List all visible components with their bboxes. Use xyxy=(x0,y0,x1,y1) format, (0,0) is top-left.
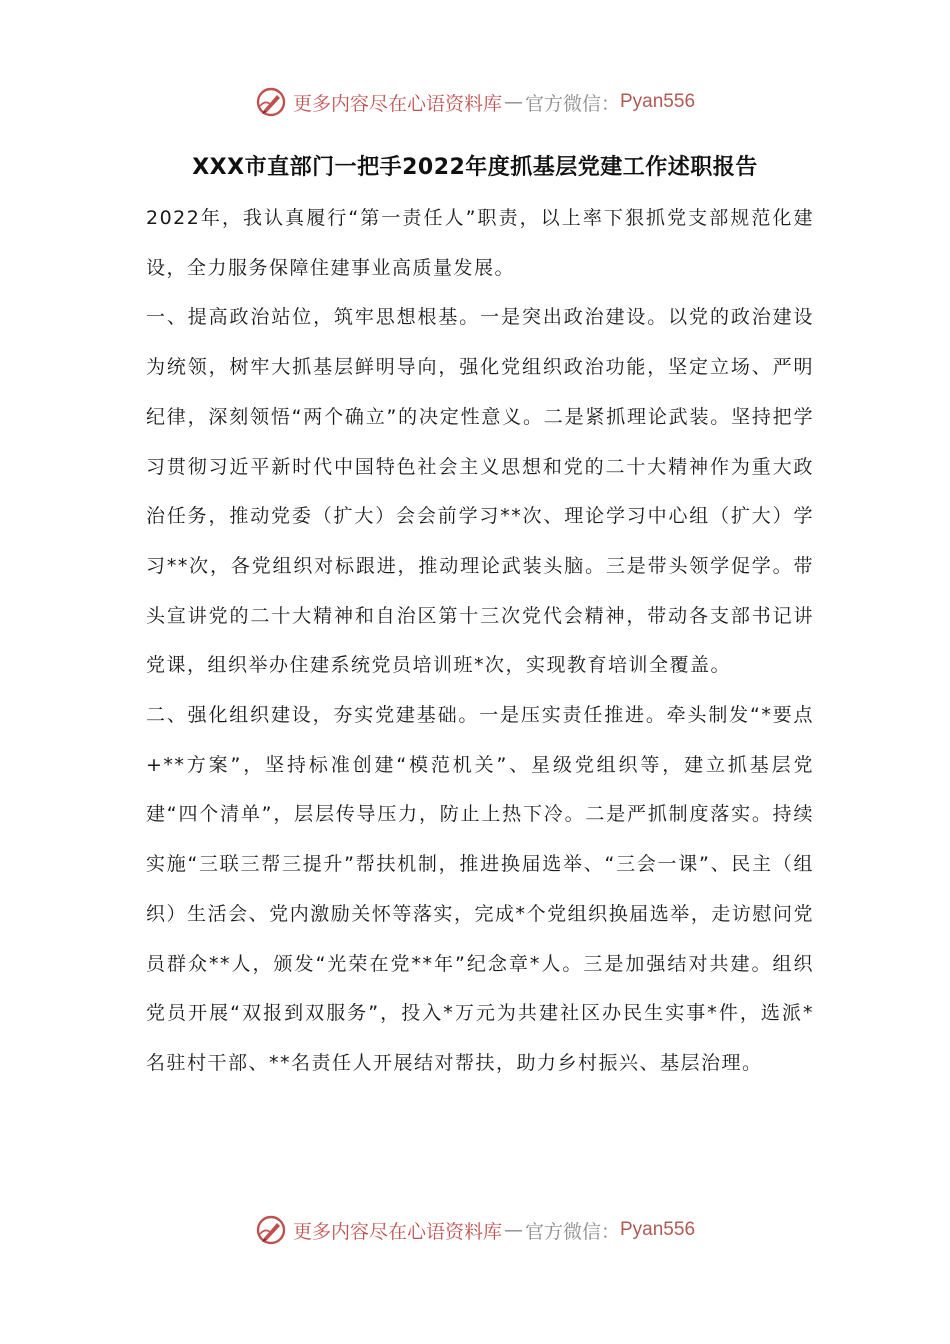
paragraph-section-2: 二、强化组织建设，夯实党建基础。一是压实责任推进。牵头制发“*要点+**方案”，坚持标准创建“模范机关”、星级党组织等，建立抓基层党建“四个清单”，层层传导压力，防止上热下冷。二是严抓制度落实。持续实施“三联三帮三提升”帮扶机制，推进换届选举、“三会一课”、民主（组织）生活会、党内激励关怀等落实，完成*个党组织换届选举，走访慰问党员群众**人，颁发“光荣在党**年”纪念章*人。三是加强结对共建。组织党员开展“双报到双服务”，投入*万元为共建社区办民生实事*件，选派*名驻村干部、**名责任人开展结对帮扶，助力乡村振兴、基层治理。 xyxy=(146,704,814,1074)
footer-watermark-banner xyxy=(0,1210,950,1250)
banner-inner xyxy=(255,1214,695,1246)
banner-wechat-label: 官方微信： xyxy=(524,1220,620,1243)
banner-site-text: 更多内容尽在心语资料库 xyxy=(292,1220,502,1243)
document-body xyxy=(146,194,814,1089)
banner-wechat-id: Pyan556 xyxy=(620,1219,696,1240)
paragraph-section-1: 一、提高政治站位，筑牢思想根基。一是突出政治建设。以党的政治建设为统领，树牢大抓基层鲜明导向，强化党组织政治功能，坚定立场、严明纪律，深刻领悟“两个确立”的决定性意义。二是紧抓理论武装。坚持把学习贯彻习近平新时代中国特色社会主义思想和党的二十大精神作为重大政治任务，推动党委（扩大）会会前学习**次、理论学习中心组（扩大）学习**次，各党组织对标跟进，推动理论武装头脑。三是带头领学促学。带头宣讲党的二十大精神和自治区第十三次党代会精神，带动各支部书记讲党课，组织举办住建系统党员培训班*次，实现教育培训全覆盖。 xyxy=(146,306,814,677)
pen-logo-icon xyxy=(255,86,287,118)
banner-dash: — xyxy=(503,91,523,113)
paragraph-intro: 2022年，我认真履行“第一责任人”职责，以上率下狠抓党支部规范化建设，全力服务保障住建事业高质量发展。 xyxy=(146,207,814,279)
header-watermark-banner xyxy=(0,82,950,122)
pen-logo-icon xyxy=(255,1214,287,1246)
banner-site-text: 更多内容尽在心语资料库 xyxy=(292,92,502,115)
banner-wechat-label: 官方微信： xyxy=(524,92,620,115)
document-title: XXX市直部门一把手2022年度抓基层党建工作述职报告 xyxy=(192,155,758,180)
banner-inner xyxy=(255,86,695,118)
banner-wechat-id: Pyan556 xyxy=(620,91,696,112)
banner-dash: — xyxy=(503,1219,523,1241)
